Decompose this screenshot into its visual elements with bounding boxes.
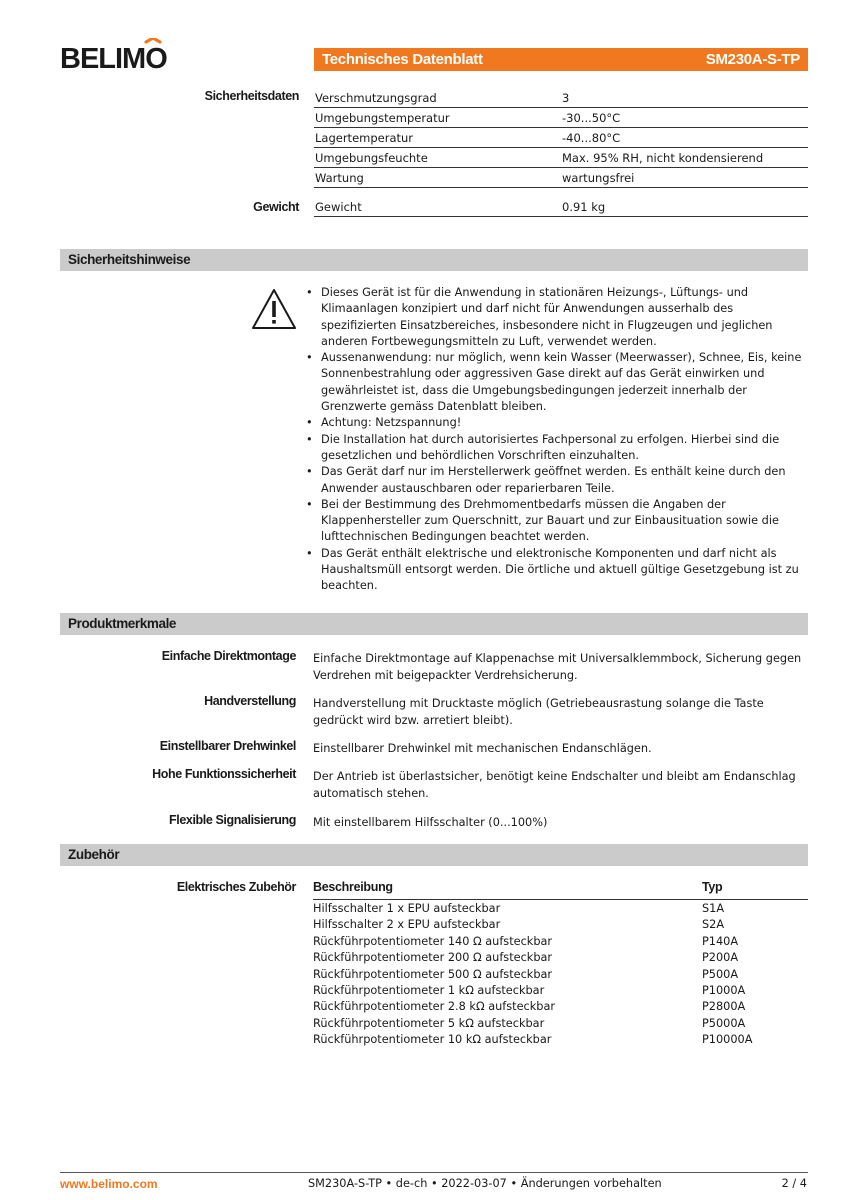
safety-data-label: Sicherheitsdaten [204,89,299,103]
feature-label: Einstellbarer Drehwinkel [159,739,296,753]
spec-key: Verschmutzungsgrad [315,91,437,105]
column-header-description: Beschreibung [313,880,393,894]
safety-note-item: • Die Installation hat durch autorisiertes Fachpersonal zu erfolgen. Hierbei sind die gesetzlichen und behördlichen Vorschriften einzuhalten. [306,432,811,465]
accessory-description: Rückführpotentiometer 1 kΩ aufsteckbar [313,983,545,997]
spec-value: -30...50°C [562,111,621,125]
safety-note-item: • Dieses Gerät ist für die Anwendung in stationären Heizungs-, Lüftungs- und Klimaanlagen konzipiert und darf nicht für Anwendungen ausserhalb des spezifizierten Einsatzbereiches, insbesondere nicht in Flugzeugen und jeglichen anderen Fortbewegungsmitteln zu Luft, verwendet werden. [306,285,811,350]
section-title: Sicherheitshinweise [68,252,191,267]
accessory-description: Rückführpotentiometer 200 Ω aufsteckbar [313,951,553,965]
accessory-row [313,1033,808,1049]
section-product-features [60,613,808,635]
spec-row [314,128,808,148]
weight-row [314,197,808,217]
safety-notes-list [306,285,811,595]
accessory-description: Rückführpotentiometer 140 Ω aufsteckbar [313,934,553,948]
section-title: Produktmerkmale [68,616,177,631]
belimo-logo [60,38,170,72]
accessory-type: P500A [702,967,739,981]
spec-row [314,168,808,188]
spec-key: Wartung [315,171,364,185]
accessories-label: Elektrisches Zubehör [176,880,296,894]
logo-wordmark: BELIMO [60,43,167,72]
feature-label: Einfache Direktmontage [161,649,296,663]
accessory-type: P5000A [702,1016,746,1030]
section-title: Zubehör [68,847,120,862]
footer-divider [60,1172,808,1173]
spec-value: Max. 95% RH, nicht kondensierend [562,151,764,165]
page-number: 2 / 4 [781,1177,807,1190]
logo-accent-chevron [146,38,160,42]
safety-note-item: • Aussenanwendung: nur möglich, wenn kein Wasser (Meerwasser), Schnee, Eis, keine Sonnenbestrahlung oder aggressiven Gase direkt auf das Gerät einwirken und gewährleistet ist, dass die Umgebungsbedingungen jederzeit innerhalb der Grenzwerte gemäss Datenblatt bleiben. [306,350,811,415]
feature-description: Handverstellung mit Drucktaste möglich (Getriebeausrastung solange die Taste gedrückt wird bzw. arretiert bleibt). [313,697,764,727]
accessories-table-body [313,902,808,1050]
spec-value: 3 [562,91,570,105]
model-number: SM230A-S-TP [705,51,800,68]
accessory-row [313,984,808,1000]
footer-document-info: SM230A-S-TP • de-ch • 2022-03-07 • Änderungen vorbehalten [308,1177,662,1190]
feature-description: Einfache Direktmontage auf Klappenachse mit Universalklemmbock, Sicherung gegen Verdrehen mit beigepackter Verdrehsicherung. [313,652,802,682]
weight-value: 0.91 kg [562,200,606,214]
accessory-description: Rückführpotentiometer 5 kΩ aufsteckbar [313,1016,545,1030]
accessory-type: P140A [702,934,739,948]
feature-description: Der Antrieb ist überlastsicher, benötigt keine Endschalter und bleibt am Endanschlag automatisch stehen. [313,770,796,800]
weight-label: Gewicht [253,200,299,214]
warning-triangle-icon [251,288,297,330]
safety-note-item: • Achtung: Netzspannung! [306,415,811,431]
accessory-row [313,968,808,984]
spec-row [314,108,808,128]
accessory-type: S1A [702,902,725,915]
feature-description: Mit einstellbarem Hilfsschalter (0...100%) [313,816,548,829]
safety-note-item: • Das Gerät enthält elektrische und elektronische Komponenten und darf nicht als Haushaltsmüll entsorgt werden. Die örtliche und aktuell gültige Gesetzgebung ist zu beachten. [306,546,811,595]
accessory-description: Rückführpotentiometer 10 kΩ aufsteckbar [313,1033,552,1047]
spec-value: -40...80°C [562,131,621,145]
accessory-row [313,902,808,918]
accessory-description: Rückführpotentiometer 500 Ω aufsteckbar [313,967,553,981]
spec-key: Lagertemperatur [315,131,414,145]
spec-row [314,148,808,168]
column-header-type: Typ [702,880,723,894]
feature-label: Hohe Funktionssicherheit [152,767,296,781]
weight-key: Gewicht [315,200,362,214]
accessory-description: Rückführpotentiometer 2.8 kΩ aufsteckbar [313,1000,556,1014]
accessory-type: S2A [702,918,725,932]
spec-key: Umgebungstemperatur [315,111,450,125]
feature-description: Einstellbarer Drehwinkel mit mechanischen Endanschlägen. [313,742,652,755]
header-bar [314,48,808,71]
document-title: Technisches Datenblatt [322,51,483,68]
accessory-row [313,935,808,951]
spec-key: Umgebungsfeuchte [315,151,428,165]
accessory-description: Hilfsschalter 1 x EPU aufsteckbar [313,902,501,915]
footer-website-link[interactable]: www.belimo.com [60,1177,158,1191]
accessory-type: P200A [702,951,739,965]
section-safety-notes [60,249,808,271]
accessory-row [313,1017,808,1033]
accessory-type: P1000A [702,983,746,997]
feature-label: Flexible Signalisierung [169,813,296,827]
safety-note-item: • Bei der Bestimmung des Drehmomentbedarfs müssen die Angaben der Klappenhersteller zum Querschnitt, zur Bauart und zur Einbausituation sowie die lufttechnischen Bedingungen beachtet werden. [306,497,811,546]
accessory-description: Hilfsschalter 2 x EPU aufsteckbar [313,918,501,932]
safety-note-item: • Das Gerät darf nur im Herstellerwerk geöffnet werden. Es enthält keine durch den Anwender austauschbaren oder reparierbaren Teile. [306,464,811,497]
accessories-table-header [313,880,808,900]
section-accessories [60,844,808,866]
accessory-row [313,918,808,934]
spec-row [314,88,808,108]
spec-value: wartungsfrei [562,171,635,185]
feature-label: Handverstellung [204,694,296,708]
accessory-row [313,951,808,967]
accessory-type: P10000A [702,1033,753,1047]
accessory-row [313,1000,808,1016]
accessory-type: P2800A [702,1000,746,1014]
